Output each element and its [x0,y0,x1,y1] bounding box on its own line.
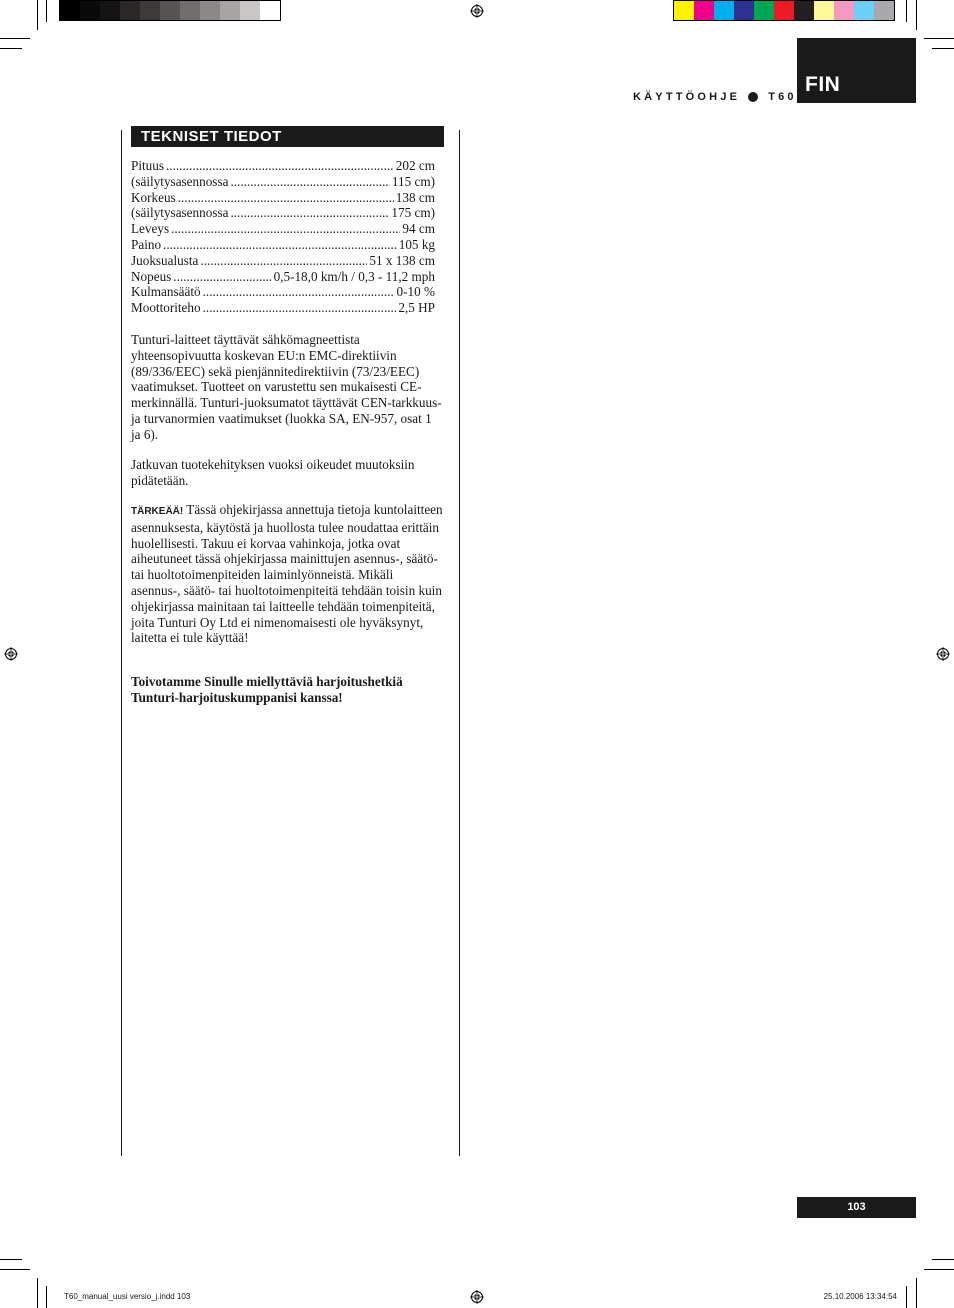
color-swatch [240,1,260,20]
spec-row [131,269,435,285]
color-swatch [674,1,694,20]
bullet-icon [748,92,758,102]
page-number: 103 [797,1197,916,1218]
color-swatch [180,1,200,20]
registration-mark-icon [4,647,18,661]
color-swatch [60,1,80,20]
color-swatch [854,1,874,20]
color-swatch [220,1,240,20]
color-swatch [794,1,814,20]
spec-row [131,221,435,237]
spec-row [131,174,435,190]
registration-mark-icon [470,4,484,18]
spec-label: Nopeus [131,268,172,284]
spec-row [131,190,435,206]
color-swatch [140,1,160,20]
color-swatch [100,1,120,20]
crop-mark [906,0,907,22]
spec-row [131,284,435,300]
crop-mark [46,0,47,22]
color-swatch [834,1,854,20]
dot-leader [171,221,400,237]
crop-mark [0,48,22,49]
spec-label: Paino [131,236,162,252]
crop-mark [906,1286,907,1308]
crop-mark [37,0,38,30]
running-header [633,91,797,103]
crop-mark [924,1269,954,1270]
color-swatch [874,1,894,20]
spec-label: Pituus [131,158,164,173]
closing-paragraph [131,674,443,706]
spec-value: 0,5-18,0 km/h / 0,3 - 11,2 mph [273,268,435,284]
specs-list [131,158,435,316]
important-label: TÄRKEÄÄ! [131,506,184,517]
spec-value: 115 cm) [391,173,435,189]
spec-label: (säilytysasennossa [131,173,229,189]
spec-label: Korkeus [131,189,176,205]
important-note [131,502,443,646]
spec-row [131,205,435,221]
process-color-bar [673,0,895,21]
spec-label: Moottoriteho [131,300,201,316]
crop-mark [0,1269,30,1270]
spec-value: 0-10 % [396,284,435,300]
manual-title: KÄYTTÖOHJE [633,91,741,103]
registration-mark-icon [470,1290,484,1304]
crop-mark [0,38,30,39]
crop-mark [932,48,954,49]
timestamp-slug: 25.10.2006 13:34:54 [823,1292,897,1301]
color-swatch [80,1,100,20]
spec-label: Juoksualusta [131,252,199,268]
spec-row [131,253,435,269]
dot-leader [178,190,394,206]
crop-mark [916,1278,917,1308]
color-swatch [694,1,714,20]
spec-row [131,237,435,253]
spec-label: (säilytysasennossa [131,205,229,221]
column-rule-right [459,130,460,1156]
color-swatch [814,1,834,20]
crop-mark [46,1286,47,1308]
closing-line: Toivotamme Sinulle miellyttäviä harjoitushetkiä [131,674,403,689]
color-swatch [714,1,734,20]
dot-leader [200,253,367,269]
spec-value: 175 cm) [391,205,435,221]
color-swatch [734,1,754,20]
registration-mark-icon [936,647,950,661]
dot-leader [203,284,395,300]
color-swatch [120,1,140,20]
model-name: T60 [768,91,797,103]
spec-label: Leveys [131,221,170,237]
spec-value: 105 kg [398,236,435,252]
color-swatch [160,1,180,20]
spec-label: Kulmansäätö [131,284,201,300]
spec-value: 94 cm [402,221,435,237]
closing-line: Tunturi-harjoituskumppanisi kanssa! [131,689,343,705]
crop-mark [932,1259,954,1260]
development-paragraph: Jatkuvan tuotekehityksen vuoksi oikeudet muutoksiin pidätetään. [131,457,415,488]
spec-value: 2,5 HP [398,300,435,316]
spec-row [131,300,435,316]
spec-value: 202 cm [395,158,435,173]
color-swatch [200,1,220,20]
section-heading: TEKNISET TIEDOT [131,126,444,147]
crop-mark [37,1278,38,1308]
emc-paragraph: Tunturi-laitteet täyttävät sähkömagneettista yhteensopivuutta koskevan EU:n EMC-direktiivin (89/336/EEC) sekä pienjännitedirektiivin (73/23/EEC) vaatimukset. Tuotteet on varustettu sen mukaisesti CE-merkinnällä. Tunturi-juoksumatot täyttävät CEN-tarkkuus- ja turvanormien vaatimukset (luokka SA, EN-957, osat 1 ja 6). [131,332,442,442]
dot-leader [163,237,397,253]
dot-leader [230,205,389,221]
gray-color-bar [59,0,281,21]
dot-leader [203,300,397,316]
dot-leader [166,158,394,174]
color-swatch [774,1,794,20]
important-text: Tässä ohjekirjassa annettuja tietoja kuntolaitteen asennuksesta, käytöstä ja huollosta tulee noudattaa erittäin huolellisesti. Takuu ei korvaa vahinkoja, jotka ovat aiheutuneet tässä ohjekirjassa mainittujen asennus-, säätö- tai huoltotoimenpiteiden laiminlyönneistä. Mikäli asennus-, säätö- tai huoltotoimenpiteitä tehdään toisin kuin ohjekirjassa mainitaan tai laitteelle tehdään toimenpiteitä, joita Tunturi Oy Ltd ei nimenomaisesti ole hyväksynyt, laitetta ei tule käyttää! [131,502,443,646]
spec-value: 138 cm [395,189,435,205]
color-swatch [260,1,280,20]
spec-row [131,158,435,174]
file-slug: T60_manual_uusi versio_j.indd 103 [64,1292,191,1301]
dot-leader [173,269,271,285]
crop-mark [916,0,917,30]
dot-leader [230,174,389,190]
crop-mark [924,38,954,39]
column-rule-left [121,130,122,1156]
language-tab [797,38,916,103]
language-label: FIN [805,73,841,96]
crop-mark [0,1259,22,1260]
spec-value: 51 x 138 cm [369,252,435,268]
color-swatch [754,1,774,20]
